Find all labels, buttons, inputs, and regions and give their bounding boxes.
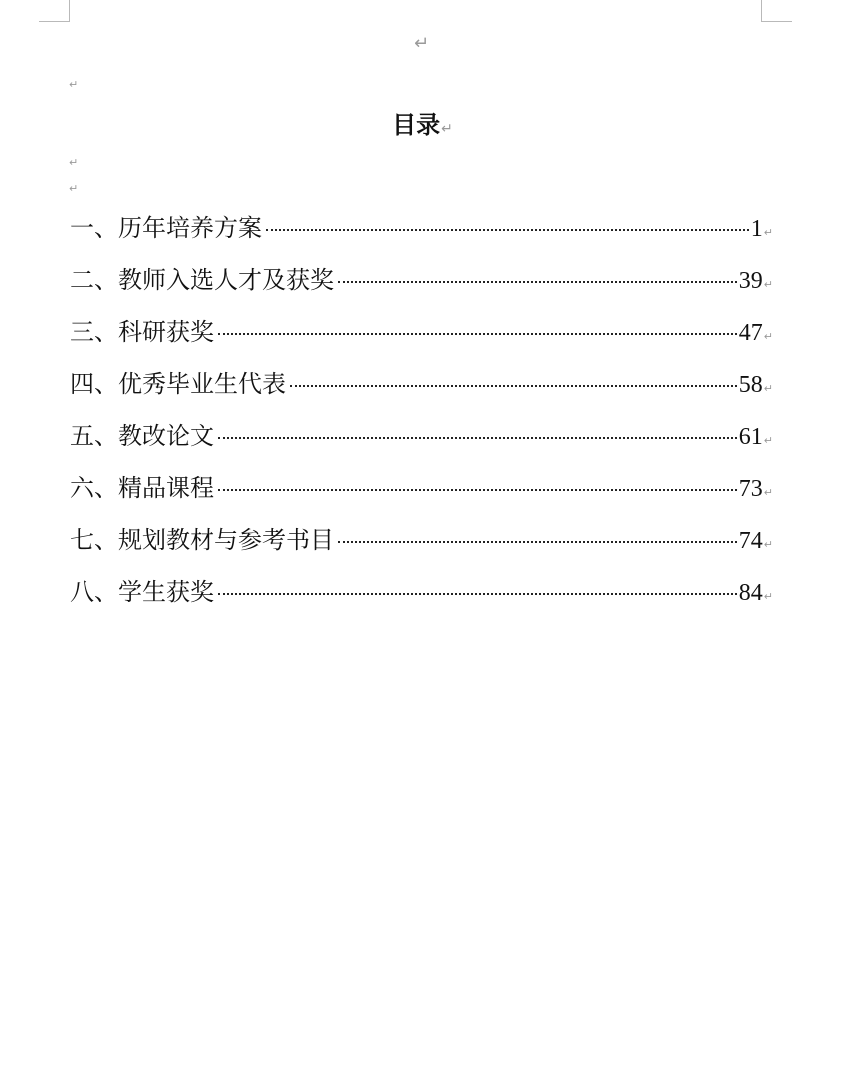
toc-list [70,210,773,626]
toc-title-text: 目录 [392,110,441,139]
toc-title [0,110,845,144]
toc-entry[interactable] [70,210,773,262]
toc-entry-text: 七、规划教材与参考书目 [70,526,334,554]
paragraph-mark: ↵ [69,182,79,195]
toc-dot-leader [338,541,737,543]
paragraph-mark: ↵ [763,278,773,291]
paragraph-mark: ↵ [763,226,773,239]
toc-entry-text: 八、学生获奖 [70,578,214,606]
crop-mark-top-right [761,0,792,22]
toc-entry-text: 三、科研获奖 [70,318,214,346]
paragraph-mark: ↵ [763,330,773,343]
paragraph-mark: ↵ [763,590,773,603]
toc-entry[interactable] [70,522,773,574]
paragraph-mark: ↵ [763,486,773,499]
toc-entry[interactable] [70,314,773,366]
toc-entry-text: 五、教改论文 [70,422,214,450]
toc-entry[interactable] [70,470,773,522]
toc-page-number: 47 [738,320,763,346]
toc-entry-text: 六、精品课程 [70,474,214,502]
toc-dot-leader [218,333,737,335]
toc-page-number: 39 [738,268,763,294]
toc-dot-leader [218,489,737,491]
toc-dot-leader [266,229,749,231]
toc-entry[interactable] [70,366,773,418]
toc-entry[interactable] [70,262,773,314]
toc-page-number: 74 [738,528,763,554]
toc-entry[interactable] [70,574,773,626]
toc-dot-leader [218,593,737,595]
toc-page-number: 84 [738,580,763,606]
toc-page-number: 58 [738,372,763,398]
header-paragraph-mark: ↵ [414,33,430,54]
toc-entry-text: 二、教师入选人才及获奖 [70,266,334,294]
toc-dot-leader [338,281,737,283]
paragraph-mark: ↵ [763,538,773,551]
crop-mark-top-left [39,0,70,22]
toc-entry[interactable] [70,418,773,470]
toc-entry-text: 一、历年培养方案 [70,214,262,242]
paragraph-mark: ↵ [69,78,79,91]
toc-dot-leader [218,437,737,439]
paragraph-mark: ↵ [763,382,773,395]
toc-page-number: 61 [738,424,763,450]
toc-dot-leader [290,385,737,387]
toc-page-number: 73 [738,476,763,502]
toc-page-number: 1 [750,216,763,242]
paragraph-mark: ↵ [763,434,773,447]
paragraph-mark: ↵ [69,156,79,169]
toc-entry-text: 四、优秀毕业生代表 [70,370,286,398]
paragraph-mark: ↵ [441,121,453,137]
